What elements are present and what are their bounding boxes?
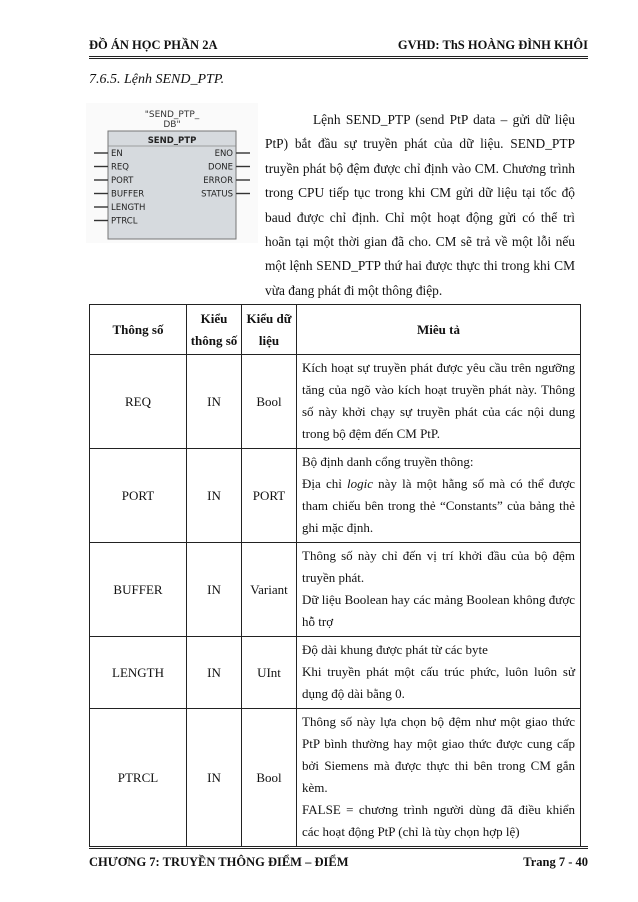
- description-line: Thông số này lựa chọn bộ đệm như một giao thức PtP bình thường hay một giao thức được cung cấp bởi Siemens mà được thực thi bên trong CM gắn kèm.: [302, 714, 575, 795]
- input-pin-label: PORT: [111, 176, 134, 186]
- description-line: [302, 473, 575, 539]
- description-line: Bộ định danh cổng truyền thông:: [302, 454, 474, 469]
- table-row: [90, 449, 581, 543]
- description-line: Độ dài khung được phát từ các byte: [302, 642, 488, 657]
- output-pin-label: DONE: [208, 162, 233, 173]
- intro-paragraph: Lệnh SEND_PTP (send PtP data – gửi dữ liệu PtP) bắt đầu sự truyền phát của dữ liệu. SEND_PTP truyền phát bộ đệm được chỉ định vào CM. Chương trình trong CPU tiếp tục trong khi CM gửi dữ liệu tại tốc độ baud được chỉ định. Chỉ một hoạt động gửi có thể trì hoãn tại một thời gian đã cho. CM sẽ trả về một lỗi nếu một lệnh SEND_PTP thứ hai được thực thi trong khi CM vừa đang phát đi một thông điệp.: [265, 112, 575, 298]
- row-type: IN: [187, 543, 242, 637]
- header-param-type-line2: thông số: [190, 332, 238, 348]
- description-line: Kích hoạt sự truyền phát được yêu cầu trên ngưỡng tăng của ngõ vào kích hoạt truyền phát này. Thông số này khởi chạy sự truyền phát của các nội dung trong bộ đệm đến CM PtP.: [302, 360, 575, 441]
- input-pin-label: PTRCL: [111, 216, 138, 227]
- row-data-type: Bool: [242, 709, 297, 847]
- output-pin-label: ENO: [214, 149, 233, 159]
- table-row: [90, 543, 581, 637]
- description-line: Thông số này chỉ đến vị trí khởi đầu của bộ đệm truyền phát.: [302, 548, 575, 585]
- table-row: [90, 355, 581, 449]
- row-data-type: PORT: [242, 449, 297, 543]
- block-db-line1: "SEND_PTP_: [144, 110, 200, 120]
- row-param: PORT: [90, 449, 187, 543]
- description-line: Dữ liệu Boolean hay các mảng Boolean không được hỗ trợ: [302, 592, 575, 629]
- output-pin-label: STATUS: [201, 189, 233, 200]
- footer-page-number: Trang 7 - 40: [523, 854, 588, 869]
- row-data-type: UInt: [242, 637, 297, 709]
- row-description: [297, 543, 581, 637]
- description-line: Khi truyền phát một cấu trúc phức, luôn luôn sử dụng độ dài bằng 0.: [302, 664, 575, 701]
- description-italic: logic: [347, 476, 373, 491]
- row-data-type: Bool: [242, 355, 297, 449]
- row-description: [297, 709, 581, 847]
- row-type: IN: [187, 709, 242, 847]
- row-description: [297, 449, 581, 543]
- description-line: FALSE = chương trình người dùng đã điều khiển các hoạt động PtP (chỉ là tùy chọn hợp lệ): [302, 802, 575, 839]
- description-text: này là một hằng số mà có thể được tham chiếu bên trong thẻ “Constants” của bảng thẻ ghi mặc định.: [302, 476, 575, 535]
- row-param: BUFFER: [90, 543, 187, 637]
- header-advisor: GVHD: ThS HOÀNG ĐÌNH KHÔI: [397, 38, 588, 52]
- block-name: SEND_PTP: [147, 136, 197, 146]
- input-pin-label: BUFFER: [111, 189, 145, 200]
- input-pin-label: REQ: [111, 162, 129, 173]
- row-data-type: Variant: [242, 543, 297, 637]
- input-pin-label: LENGTH: [111, 203, 146, 213]
- header-description: Miêu tả: [297, 305, 581, 355]
- page-header: [89, 27, 588, 59]
- page-footer: [89, 846, 588, 873]
- table-row: [90, 637, 581, 709]
- table-header-row: [90, 305, 581, 355]
- input-pin-label: EN: [111, 149, 123, 159]
- section-title: 7.6.5. Lệnh SEND_PTP.: [89, 72, 225, 87]
- block-db-line2: DB": [163, 120, 181, 130]
- row-param: REQ: [90, 355, 187, 449]
- parameter-table: [89, 304, 581, 847]
- function-block-figure: [86, 103, 258, 243]
- table-row: [90, 709, 581, 847]
- header-param-type-line1: Kiểu: [200, 310, 228, 326]
- row-description: [297, 637, 581, 709]
- header-param: Thông số: [90, 305, 187, 355]
- footer-chapter: CHƯƠNG 7: TRUYỀN THÔNG ĐIỂM – ĐIỂM: [89, 854, 349, 869]
- row-description: [297, 355, 581, 449]
- header-data-type: [242, 305, 297, 355]
- description-text: Địa chỉ: [302, 476, 347, 491]
- row-type: IN: [187, 637, 242, 709]
- row-param: PTRCL: [90, 709, 187, 847]
- row-param: LENGTH: [90, 637, 187, 709]
- header-data-type-line1: Kiểu dữ: [246, 310, 292, 326]
- row-type: IN: [187, 355, 242, 449]
- header-title: ĐỒ ÁN HỌC PHẦN 2A: [89, 38, 218, 52]
- header-param-type: [187, 305, 242, 355]
- send-ptp-block-diagram: [86, 103, 258, 243]
- row-type: IN: [187, 449, 242, 543]
- output-pin-label: ERROR: [203, 176, 233, 186]
- header-data-type-line2: liệu: [258, 332, 280, 348]
